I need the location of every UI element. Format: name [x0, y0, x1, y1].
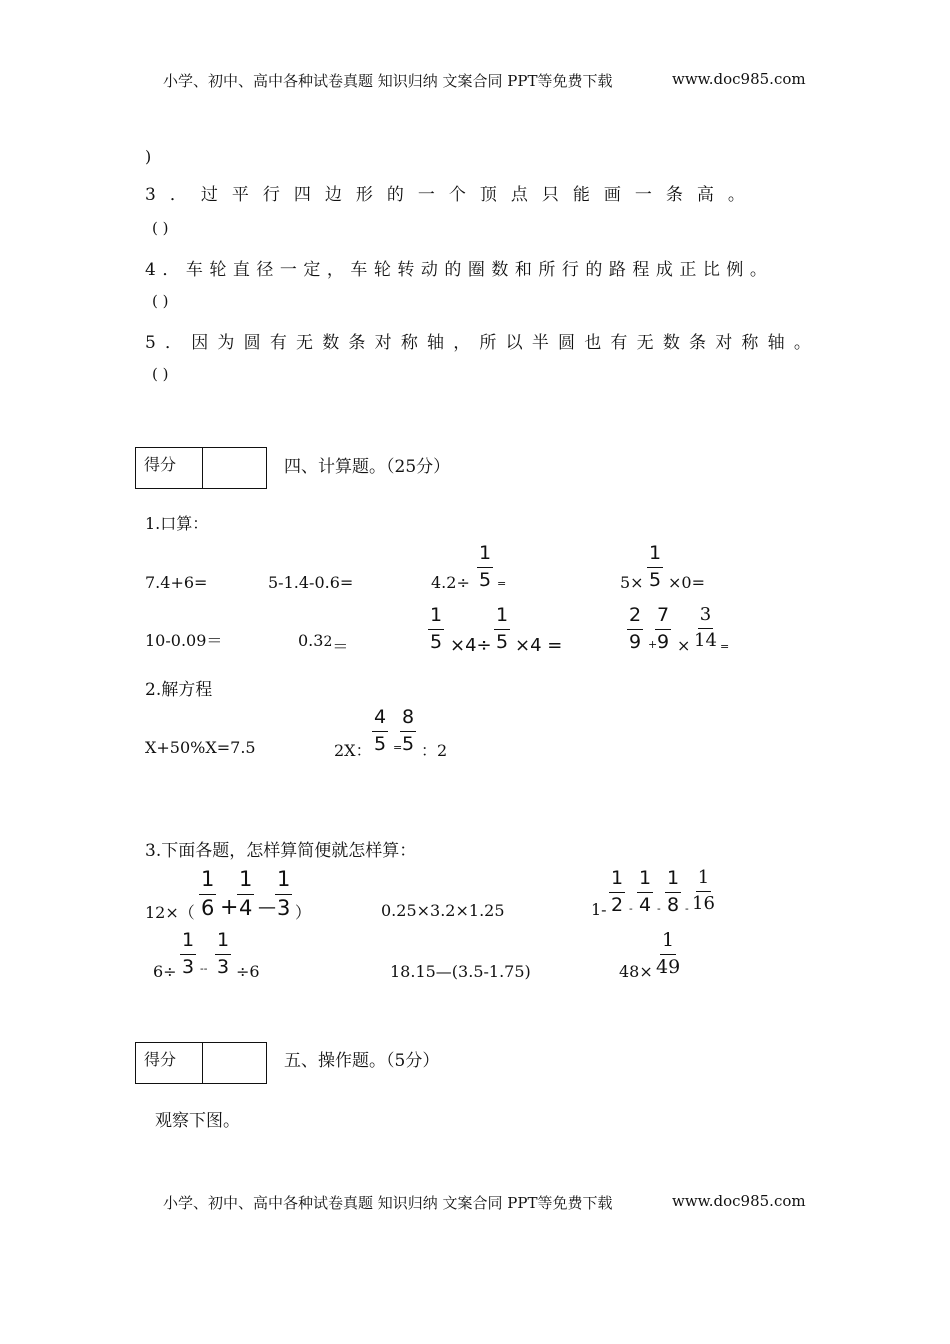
score-box [135, 447, 267, 489]
question-3: 3．过平行四边形的一个顶点只能画一条高。 [145, 185, 759, 205]
footer-url: www.doc985.com [672, 1192, 806, 1210]
equals-sign: = [720, 640, 730, 653]
simplify-expr-2: 0.25×3.2×1.25 [381, 901, 505, 920]
score-label: 得分 [144, 455, 177, 474]
minus-sign: — [258, 897, 276, 918]
simplify-expr-4-tail: ÷6 [236, 962, 260, 981]
fraction: $\frac{4}{5}$ [374, 706, 387, 755]
equation-2: 2X： [334, 741, 372, 760]
oral-expr-7-mid: ×4÷ [450, 635, 492, 656]
fraction: $\frac{1}{3}$ [277, 867, 291, 920]
oral-expr-4-tail: ×0= [668, 573, 705, 592]
oral-title: 1.口算： [145, 514, 209, 533]
simplify-title: 3.下面各题，怎样算简便就怎样算： [145, 841, 417, 861]
fraction: $\frac{1}{49}$ [656, 929, 681, 978]
oral-expr-3: 4.2÷ [431, 573, 470, 592]
score-box [135, 1042, 267, 1084]
fraction: $\frac{3}{14}$ [694, 604, 717, 651]
equation-1: X+50%X=7.5 [145, 738, 256, 757]
question-4: 4．车轮直径一定，车轮转动的圈数和所行的路程成正比例。 [145, 260, 774, 280]
score-divider [202, 448, 203, 488]
fraction: $\frac{1}{5}$ [496, 604, 509, 653]
footer-text: 小学、初中、高中各种试卷真题 知识归纳 文案合同 PPT等免费下载 [163, 1194, 613, 1212]
score-divider [202, 1043, 203, 1083]
equation-2-tail: ：2 [421, 741, 448, 760]
plus-sign: + [648, 638, 658, 651]
plus-sign: + [220, 895, 239, 920]
minus-sign: -- [200, 962, 208, 975]
score-label: 得分 [144, 1050, 177, 1069]
question-5: 5．因为圆有无数条对称轴，所以半圆也有无数条对称轴。 [145, 333, 821, 353]
fraction: $\frac{1}{5}$ [649, 542, 662, 591]
oral-expr-4: 5× [620, 573, 644, 592]
section-title: 五、操作题。（5分） [284, 1051, 440, 1071]
section-title: 四、计算题。（25分） [284, 457, 451, 477]
close-paren: ) [145, 147, 152, 166]
equations-title: 2.解方程 [145, 680, 213, 700]
fraction: $\frac{1}{4}$ [639, 867, 652, 916]
header-text: 小学、初中、高中各种试卷真题 知识归纳 文案合同 PPT等免费下载 [163, 72, 613, 90]
close-paren: ） [295, 903, 312, 922]
minus-sign: - [629, 902, 633, 915]
answer-blank-5: ( ) [152, 365, 169, 383]
oral-expr-2: 5-1.4-0.6= [268, 573, 354, 592]
fraction: $\frac{2}{9}$ [629, 604, 642, 653]
oral-expr-5: 10-0.09＝ [145, 631, 223, 650]
fraction: $\frac{1}{4}$ [239, 867, 253, 920]
fraction: $\frac{1}{3}$ [217, 929, 230, 978]
fraction: $\frac{1}{5}$ [430, 604, 443, 653]
simplify-expr-1: 12×（ [145, 903, 195, 922]
fraction: $\frac{1}{2}$ [611, 867, 624, 916]
answer-blank-4: ( ) [152, 292, 169, 310]
simplify-expr-3: 1- [591, 900, 607, 919]
fraction: $\frac{1}{16}$ [692, 867, 715, 914]
oral-expr-6: 0.32＝ [298, 631, 349, 656]
fraction: $\frac{7}{9}$ [657, 604, 670, 653]
times-sign: × [677, 636, 691, 655]
simplify-expr-5: 18.15—(3.5-1.75) [390, 962, 531, 981]
fraction: $\frac{1}{3}$ [182, 929, 195, 978]
answer-blank-3: ( ) [152, 219, 169, 237]
fraction: $\frac{8}{5}$ [402, 706, 415, 755]
oral-expr-1: 7.4+6= [145, 573, 208, 592]
instruction: 观察下图。 [155, 1111, 240, 1131]
fraction: $\frac{1}{5}$ [479, 542, 492, 591]
header-url: www.doc985.com [672, 70, 806, 88]
equals-sign: = [393, 741, 403, 754]
fraction: $\frac{1}{6}$ [201, 867, 215, 920]
simplify-expr-4: 6÷ [153, 962, 177, 981]
simplify-expr-6: 48× [619, 962, 653, 981]
fraction: $\frac{1}{8}$ [667, 867, 680, 916]
minus-sign: - [685, 902, 689, 915]
equals-sign: = [497, 577, 507, 590]
minus-sign: - [657, 902, 661, 915]
oral-expr-7-tail: ×4 = [515, 635, 563, 656]
